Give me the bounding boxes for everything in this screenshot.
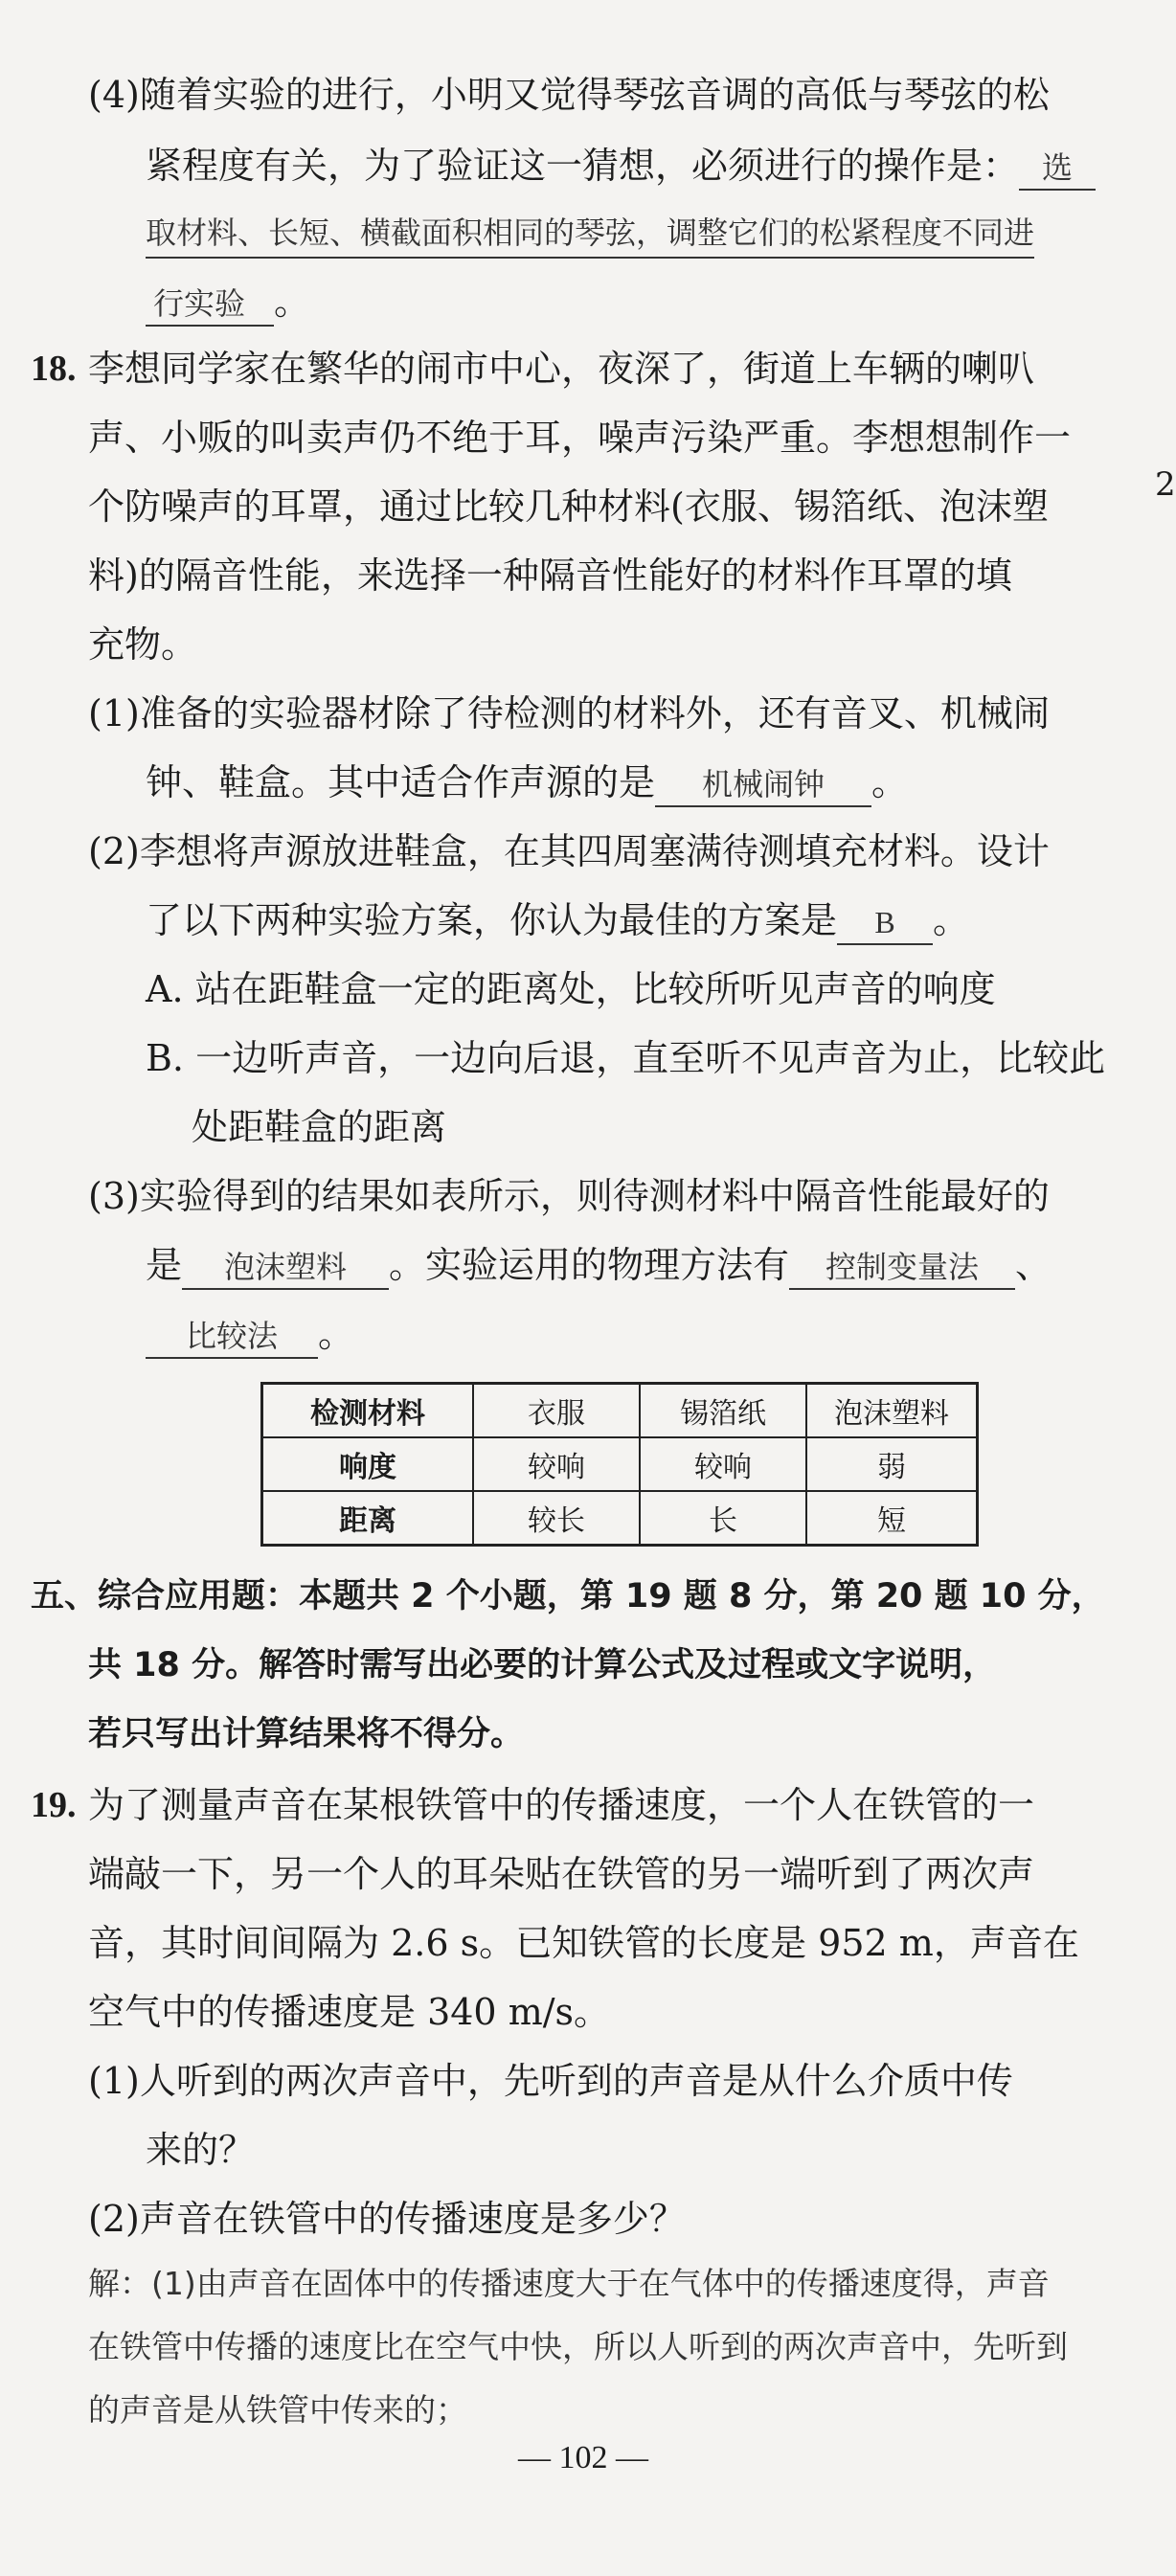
q19-solution-line1: 解：(1)由声音在固体中的传播速度大于在气体中的传播速度得，声音 [88, 2265, 1050, 2302]
table-header-cell: 衣服 [473, 1384, 640, 1438]
q19-part1-line2: 来的？ [146, 2129, 256, 2171]
q19-part2-line1: (2)声音在铁管中的传播速度是多少？ [88, 2198, 686, 2240]
q17-part4-answer-start: 选 [1019, 147, 1096, 191]
q18-part1-text: 钟、鞋盒。其中适合作声源的是 [146, 761, 656, 803]
q18-part1-period: 。 [871, 761, 909, 803]
q18-number: 18. [31, 349, 77, 389]
margin-mark: 2 [1155, 465, 1176, 504]
table-cell: 长 [640, 1491, 806, 1546]
q18-stem-line3: 个防噪声的耳罩，通过比较几种材料(衣服、锡箔纸、泡沫塑 [88, 486, 1049, 528]
table-cell: 响度 [262, 1437, 474, 1491]
q18-part3-line2 [146, 1239, 1052, 1291]
q17-part4-period: 。 [274, 281, 311, 323]
table-row [262, 1437, 978, 1491]
table-header-cell: 泡沫塑料 [806, 1384, 978, 1438]
q19-solution-line3: 的声音是从铁管中传来的； [88, 2391, 467, 2429]
table-cell: 较响 [640, 1437, 806, 1491]
q18-part2-line1: (2)李想将声源放进鞋盒，在其四周塞满待测填充材料。设计 [88, 830, 1050, 872]
q18-part2-period: 。 [933, 899, 970, 941]
results-table [260, 1382, 979, 1547]
section5-line2: 共 18 分。解答时需写出必要的计算公式及过程或文字说明， [88, 1646, 997, 1684]
table-header-cell: 检测材料 [262, 1384, 474, 1438]
q18-part1-line1: (1)准备的实验器材除了待检测的材料外，还有音叉、机械闹 [88, 692, 1050, 734]
q18-part2-line2 [146, 894, 969, 946]
q19-stem-line2: 端敲一下，另一个人的耳朵贴在铁管的另一端听到了两次声 [88, 1853, 1035, 1895]
q18-part1-answer: 机械闹钟 [655, 763, 871, 807]
q18-part1-line2 [146, 757, 908, 808]
section5-line1: 五、综合应用题：本题共 2 个小题，第 19 题 8 分，第 20 题 10 分， [31, 1577, 1105, 1616]
q18-stem-line1: 李想同学家在繁华的闹市中心，夜深了，街道上车辆的喇叭 [88, 348, 1035, 390]
page-number: — 102 — [518, 2440, 648, 2475]
section5-line3: 若只写出计算结果将不得分。 [88, 1715, 525, 1753]
q18-part3-answer1: 泡沫塑料 [182, 1246, 389, 1290]
q18-part3-period: 。 [318, 1313, 355, 1355]
q19-stem-line3: 音，其时间间隔为 2.6 s。已知铁管的长度是 952 m，声音在 [88, 1922, 1079, 1964]
q18-stem-line2: 声、小贩的叫卖声仍不绝于耳，噪声污染严重。李想想制作一 [88, 417, 1072, 459]
q18-part2-text: 了以下两种实验方案，你认为最佳的方案是 [146, 899, 838, 941]
q18-part3-prefix: 是 [146, 1244, 183, 1286]
table-header-cell: 锡箔纸 [640, 1384, 806, 1438]
q18-part2-answer: B [837, 901, 933, 945]
q18-part3-sep: 、 [1015, 1244, 1052, 1286]
q18-option-a: A. 站在距鞋盒一定的距离处，比较所听见声音的响度 [146, 968, 996, 1010]
q18-stem-line5: 充物。 [88, 623, 198, 666]
q19-solution-line2: 在铁管中传播的速度比在空气中快，所以人听到的两次声音中，先听到 [88, 2328, 1068, 2365]
q18-option-b-line1: B. 一边听声音，一边向后退，直至听不见声音为止，比较此 [146, 1037, 1106, 1079]
table-cell: 距离 [262, 1491, 474, 1546]
q19-stem-line4: 空气中的传播速度是 340 m/s。 [88, 1991, 611, 2033]
table-cell: 较响 [473, 1437, 640, 1491]
q18-option-b-line2: 处距鞋盒的距离 [192, 1106, 447, 1148]
q19-number: 19. [31, 1785, 77, 1825]
q17-part4-answer-end: 行实验 [146, 282, 274, 327]
table-row [262, 1491, 978, 1546]
table-header-row [262, 1384, 978, 1438]
q17-part4-line2 [146, 140, 1096, 192]
q18-part3-answer3: 比较法 [146, 1315, 318, 1359]
q17-part4-text: 紧程度有关，为了验证这一猜想，必须进行的操作是： [146, 145, 1020, 187]
q18-part3-mid: 。实验运用的物理方法有 [389, 1244, 790, 1286]
q18-part3-line3 [146, 1308, 354, 1360]
q17-part4-line4 [146, 276, 310, 328]
q19-part1-line1: (1)人听到的两次声音中，先听到的声音是从什么介质中传 [88, 2060, 1013, 2102]
table-cell: 较长 [473, 1491, 640, 1546]
q18-part3-answer2: 控制变量法 [789, 1246, 1015, 1290]
table-cell: 弱 [806, 1437, 978, 1491]
q17-part4-line1: (4)随着实验的进行，小明又觉得琴弦音调的高低与琴弦的松 [88, 74, 1050, 116]
q18-part3-line1: (3)实验得到的结果如表所示，则待测材料中隔音性能最好的 [88, 1175, 1050, 1217]
q19-stem-line1: 为了测量声音在某根铁管中的传播速度，一个人在铁管的一 [88, 1784, 1035, 1826]
table-cell: 短 [806, 1491, 978, 1546]
q17-part4-answer-line: 取材料、长短、横截面积相同的琴弦，调整它们的松紧程度不同进 [146, 209, 1034, 259]
q18-stem-line4: 料)的隔音性能，来选择一种隔音性能好的材料作耳罩的填 [88, 554, 1012, 597]
